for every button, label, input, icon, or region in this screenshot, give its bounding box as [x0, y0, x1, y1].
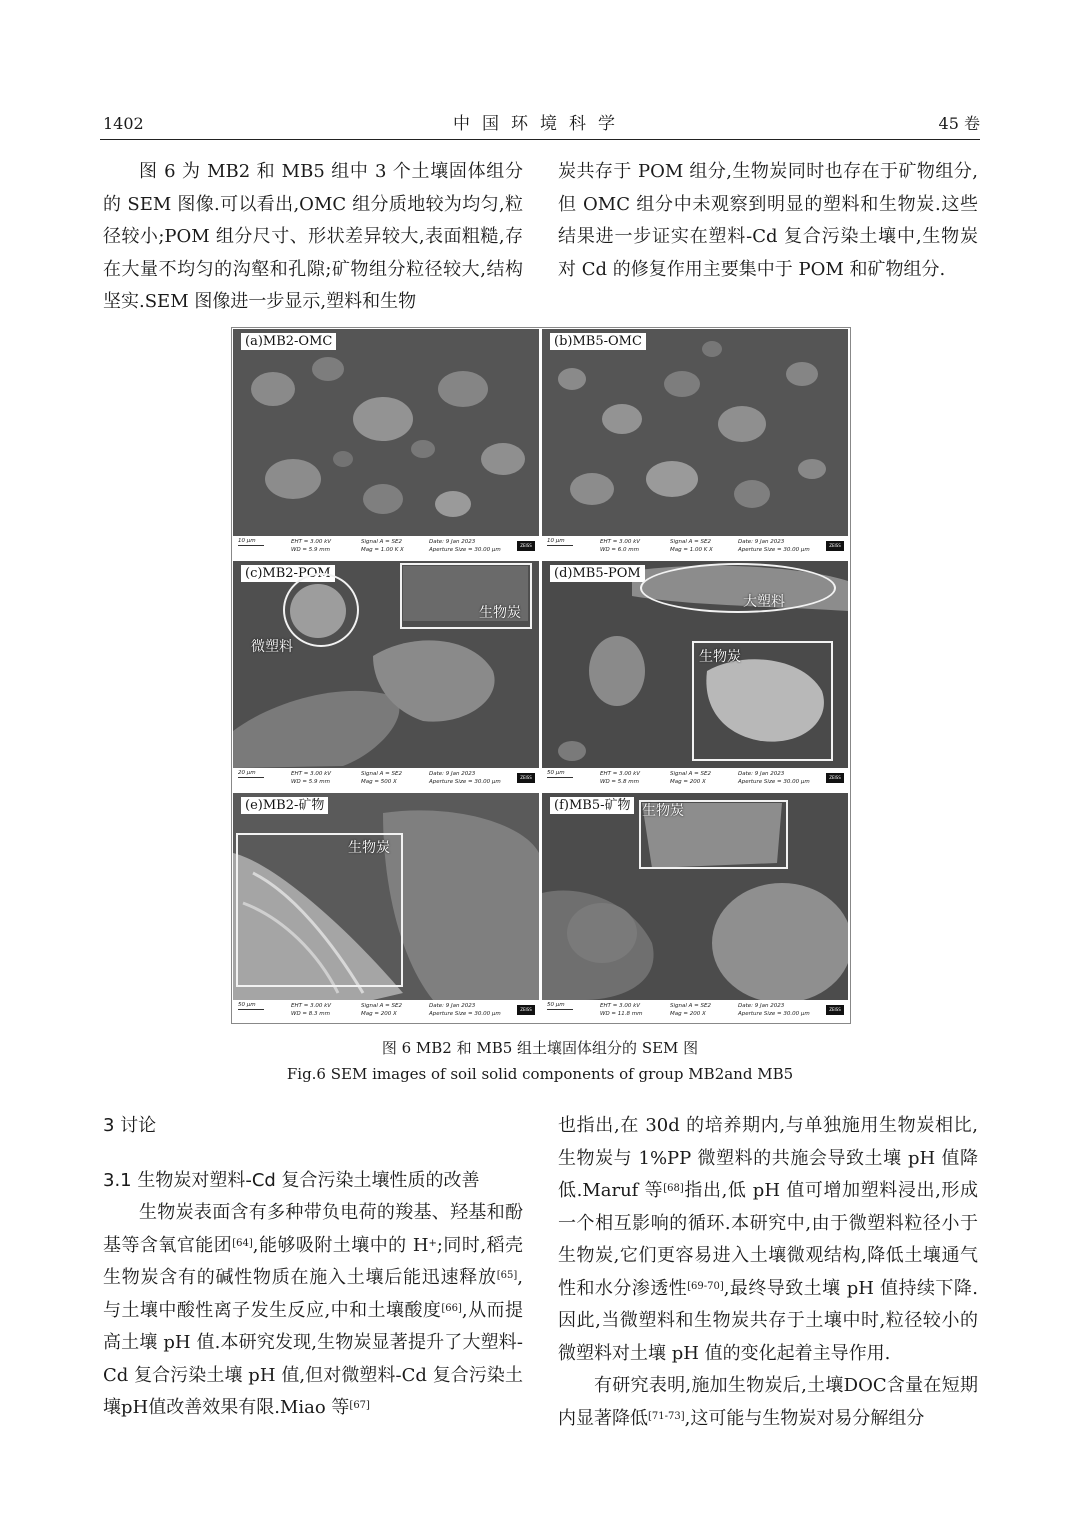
text-run: 生物炭表面含有多种带负电荷的羧基、羟基和酚基等含氧官能团: [103, 1202, 523, 1256]
wd-text: WD = 5.9 mm: [291, 779, 330, 785]
citation: [71-73]: [648, 1410, 685, 1422]
sem-info-bar: [233, 1000, 539, 1022]
mag-text: Mag = 200 X: [670, 779, 706, 785]
signal-text: Signal A = SE2: [361, 1003, 402, 1009]
discussion-paragraph-2: [558, 1110, 978, 1370]
figure-caption-en: Fig.6 SEM images of soil solid components of group MB2and MB5: [286, 1065, 794, 1083]
annotation-macroplastic: 大塑料: [743, 594, 785, 610]
text-run: ,与土壤中酸性离子发生反应,中和土壤酸度: [103, 1267, 523, 1321]
mag-text: Mag = 200 X: [361, 1011, 397, 1017]
panel-label: (d)MB5-POM: [550, 565, 645, 582]
panel-c: [233, 561, 539, 790]
panel-f: [542, 793, 848, 1022]
scale-text: 10 μm: [547, 538, 565, 544]
eht-text: EHT = 3.00 kV: [600, 771, 641, 777]
panel-label: (c)MB2-POM: [241, 565, 335, 582]
top-right-column: [558, 156, 978, 286]
sem-image-a: [233, 329, 539, 558]
citation: [66]: [441, 1302, 462, 1314]
scale-bar: [547, 777, 573, 778]
signal-text: Signal A = SE2: [670, 771, 711, 777]
date-text: Date: 9 Jan 2023: [738, 771, 785, 777]
panel-label: (f)MB5-矿物: [550, 797, 634, 814]
sem-image-b: [542, 329, 848, 558]
eht-text: EHT = 3.00 kV: [600, 1003, 641, 1009]
sem-info-bar: [542, 1000, 848, 1022]
wd-text: WD = 5.9 mm: [291, 547, 330, 553]
zeiss-logo: ZEISS: [826, 1005, 844, 1015]
date-text: Date: 9 Jan 2023: [738, 539, 785, 545]
citation: [67]: [349, 1400, 370, 1411]
aperture-text: Aperture Size = 30.00 μm: [429, 779, 501, 785]
scale-bar: [238, 1009, 264, 1010]
panel-e: [233, 793, 539, 1022]
eht-text: EHT = 3.00 kV: [600, 539, 641, 545]
citation: [68]: [663, 1183, 684, 1194]
annotation-biochar: 生物炭: [699, 649, 741, 665]
scale-text: 50 μm: [238, 1002, 256, 1008]
scale-text: 10 μm: [238, 538, 256, 544]
microplastic-highlight: [283, 573, 359, 647]
superscript: +: [428, 1237, 437, 1249]
journal-title: 中国环境科学: [453, 114, 627, 134]
scale-bar: [547, 545, 573, 546]
scale-text: 50 μm: [547, 770, 565, 776]
subsection-heading: 3.1 生物炭对塑料-Cd 复合污染土壤性质的改善: [103, 1169, 480, 1191]
top-left-paragraph: 图 6 为 MB2 和 MB5 组中 3 个土壤固体组分的 SEM 图像.可以看出,OMC 组分质地较为均匀,粒径较小;POM 组分尺寸、形状差异较大,表面粗糙,存在大量不均匀的沟壑和孔隙;矿物组分粒径较大,结构坚实.SEM 图像进一步显示,塑料和生物: [103, 161, 523, 312]
top-right-paragraph: 炭共存于 POM 组分,生物炭同时也存在于矿物组分,但 OMC 组分中未观察到明显的塑料和生物炭.这些结果进一步证实在塑料-Cd 复合污染土壤中,生物炭对 Cd 的修复作用主要集中于 POM 和矿物组分.: [558, 161, 978, 280]
macroplastic-highlight: [640, 563, 836, 613]
volume-label: 45 卷: [938, 114, 980, 133]
eht-text: EHT = 3.00 kV: [291, 539, 332, 545]
text-run: 指出,低 pH 值可增加塑料浸出,形成一个相互影响的循环.本研究中,由于微塑料粒径小于生物炭,它们更容易进入土壤微观结构,降低土壤通气性和水分渗透性: [558, 1180, 978, 1299]
scale-bar: [547, 1009, 573, 1010]
text-run: 有研究表明,施加生物炭后,土壤DOC含量在短期内显著降低: [558, 1375, 978, 1429]
aperture-text: Aperture Size = 30.00 μm: [429, 1011, 501, 1017]
sem-info-bar: [542, 768, 848, 790]
wd-text: WD = 6.0 mm: [600, 547, 639, 553]
header-rule: [100, 139, 980, 140]
zeiss-logo: ZEISS: [517, 773, 535, 783]
mag-text: Mag = 1.00 K X: [670, 547, 713, 553]
discussion-paragraph-3: [558, 1370, 978, 1435]
panel-label: (a)MB2-OMC: [241, 333, 336, 350]
citation: [65]: [496, 1270, 518, 1281]
scale-bar: [238, 777, 264, 778]
bottom-right-column: [558, 1110, 978, 1435]
page-number: 1402: [103, 114, 144, 133]
sem-figure: [231, 327, 851, 1024]
mag-text: Mag = 1.00 K X: [361, 547, 404, 553]
date-text: Date: 9 Jan 2023: [738, 1003, 785, 1009]
sem-info-bar: [542, 536, 848, 558]
date-text: Date: 9 Jan 2023: [429, 539, 476, 545]
wd-text: WD = 5.8 mm: [600, 779, 639, 785]
sem-info-bar: [233, 536, 539, 558]
zeiss-logo: ZEISS: [826, 541, 844, 551]
signal-text: Signal A = SE2: [361, 771, 402, 777]
annotation-microplastic: 微塑料: [251, 639, 293, 655]
text-run: ,从而提高土壤 pH 值.本研究发现,生物炭显著提升了大塑料-Cd 复合污染土壤 pH 值,但对微塑料-Cd 复合污染土壤pH值改善效果有限.Miao 等: [103, 1299, 523, 1418]
section-heading: 3 讨论: [103, 1115, 157, 1136]
eht-text: EHT = 3.00 kV: [291, 1003, 332, 1009]
annotation-biochar: 生物炭: [479, 605, 521, 621]
aperture-text: Aperture Size = 30.00 μm: [738, 779, 810, 785]
signal-text: Signal A = SE2: [361, 539, 402, 545]
scale-text: 20 μm: [238, 770, 256, 776]
date-text: Date: 9 Jan 2023: [429, 771, 476, 777]
bottom-left-column: [103, 1110, 523, 1425]
date-text: Date: 9 Jan 2023: [429, 1003, 476, 1009]
mag-text: Mag = 200 X: [670, 1011, 706, 1017]
scale-text: 50 μm: [547, 1002, 565, 1008]
panel-d: [542, 561, 848, 790]
text-run: ,能够吸附土壤中的 H: [252, 1234, 429, 1256]
text-run: ;同时,稻壳生物炭含有的碱性物质在施入土壤后能迅速释放: [103, 1234, 523, 1288]
panel-label: (b)MB5-OMC: [550, 333, 646, 350]
mag-text: Mag = 500 X: [361, 779, 397, 785]
zeiss-logo: ZEISS: [826, 773, 844, 783]
discussion-paragraph-1: [103, 1197, 523, 1425]
aperture-text: Aperture Size = 30.00 μm: [429, 547, 501, 553]
panel-a: [233, 329, 539, 558]
scale-bar: [238, 545, 264, 546]
wd-text: WD = 11.8 mm: [600, 1011, 643, 1017]
biochar-box: [236, 833, 403, 987]
text-run: ,最终导致土壤 pH 值持续下降.因此,当微塑料和生物炭共存于土壤中时,粒径较小的微塑料对土壤 pH 值的变化起着主导作用.: [558, 1277, 979, 1364]
signal-text: Signal A = SE2: [670, 539, 711, 545]
panel-label: (e)MB2-矿物: [241, 797, 328, 814]
zeiss-logo: ZEISS: [517, 1005, 535, 1015]
annotation-biochar: 生物炭: [348, 840, 390, 856]
text-run: ,这可能与生物炭对易分解组分: [684, 1407, 925, 1429]
sem-info-bar: [233, 768, 539, 790]
annotation-biochar: 生物炭: [642, 803, 684, 819]
figure-caption-cn: 图 6 MB2 和 MB5 组土壤固体组分的 SEM 图: [381, 1039, 699, 1057]
text-run: 也指出,在 30d 的培养期内,与单独施用生物炭相比,生物炭与 1%PP 微塑料的共施会导致土壤 pH 值降低.Maruf 等: [558, 1115, 978, 1201]
aperture-text: Aperture Size = 30.00 μm: [738, 547, 810, 553]
citation: [64]: [232, 1237, 253, 1249]
zeiss-logo: ZEISS: [517, 541, 535, 551]
signal-text: Signal A = SE2: [670, 1003, 711, 1009]
citation: [69-70]: [687, 1280, 724, 1292]
top-left-column: [103, 156, 523, 319]
aperture-text: Aperture Size = 30.00 μm: [738, 1011, 810, 1017]
wd-text: WD = 8.3 mm: [291, 1011, 330, 1017]
eht-text: EHT = 3.00 kV: [291, 771, 332, 777]
panel-b: [542, 329, 848, 558]
